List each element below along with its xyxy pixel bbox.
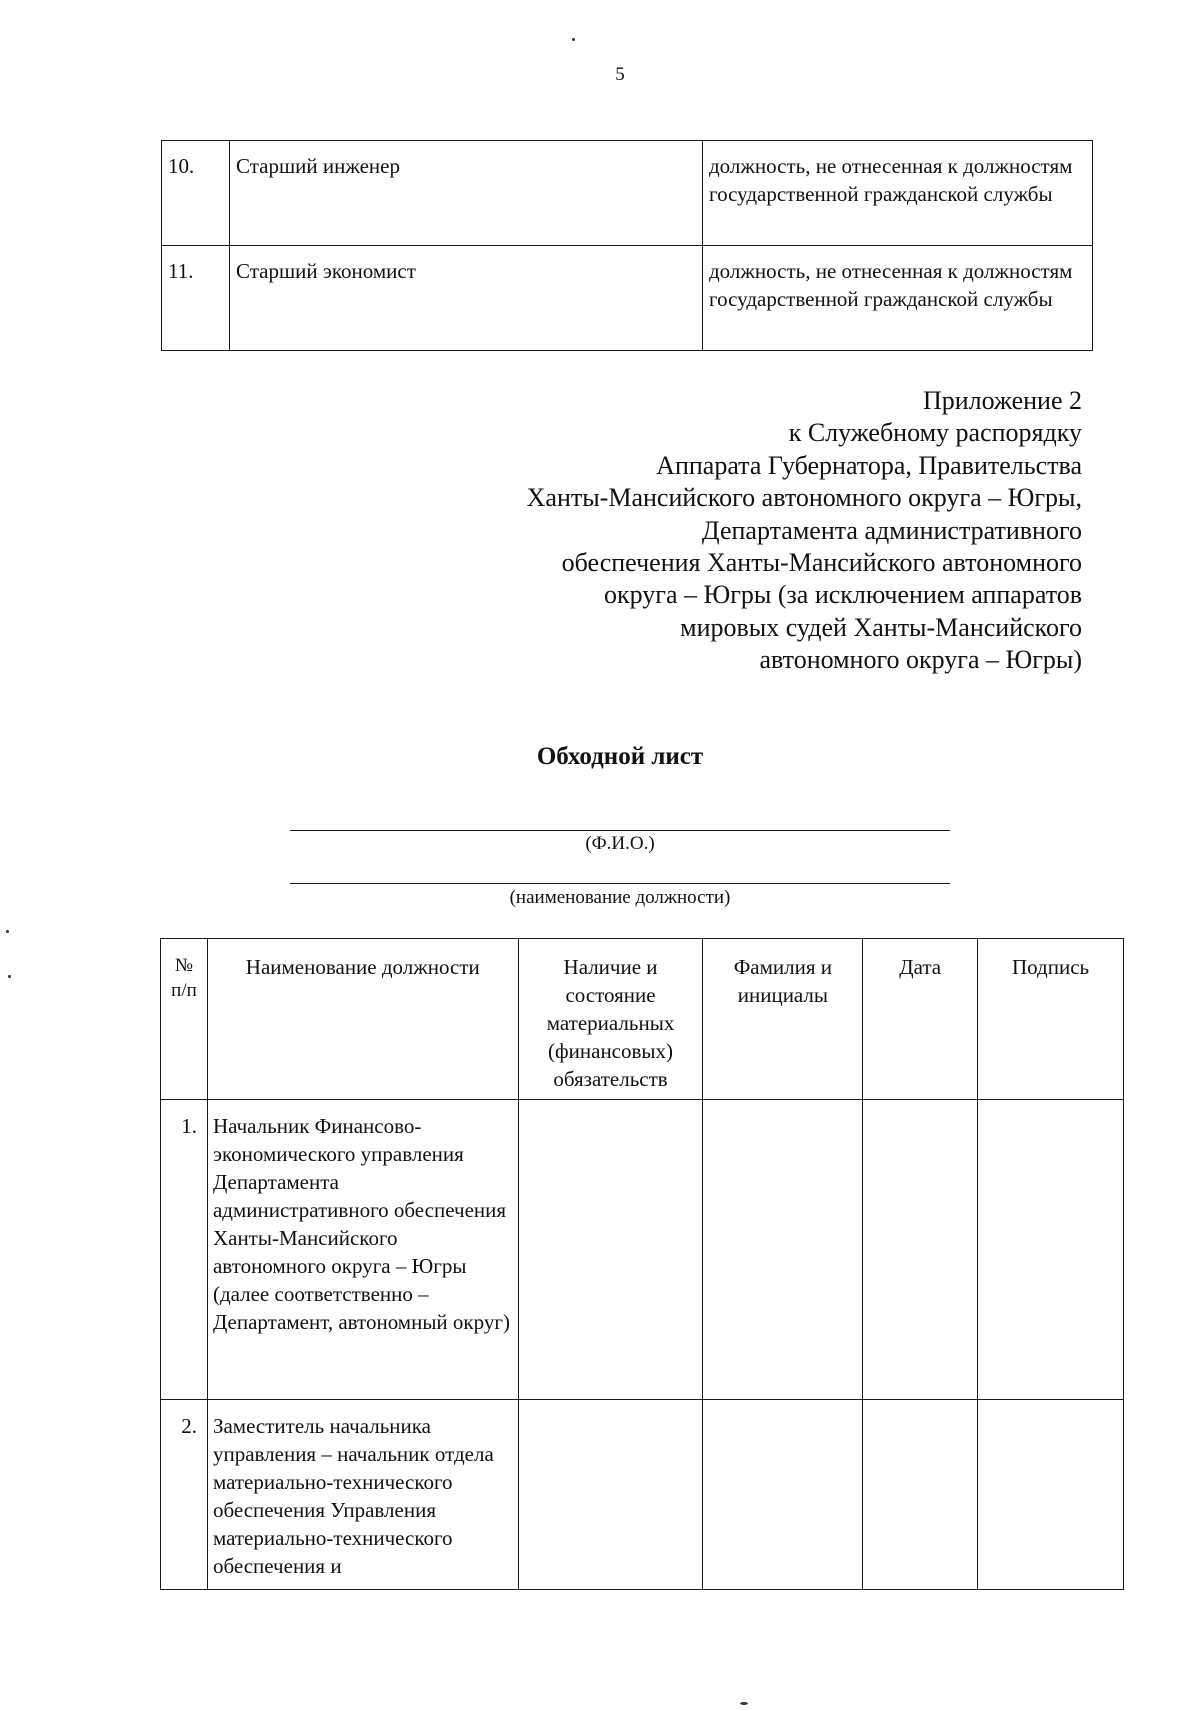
table-header-row [161, 939, 1124, 1100]
row-number: 2. [161, 1400, 208, 1590]
positions-table [161, 140, 1093, 351]
scan-speck [740, 1702, 748, 1705]
position-caption: (наименование должности) [509, 887, 731, 908]
appendix-line: Аппарата Губернатора, Правительства [656, 450, 1082, 480]
table-row [162, 246, 1093, 351]
checklist-table [160, 938, 1124, 1590]
scan-speck [572, 38, 575, 41]
position-name: Старший экономист [230, 246, 703, 351]
position-name: Заместитель начальника управления – начальник отдела материально-технического обеспечения Управления материально-технического обеспечения и [207, 1400, 518, 1590]
row-number: 1. [161, 1100, 208, 1400]
row-number: 10. [162, 141, 230, 246]
header-date: Дата [863, 939, 978, 1100]
appendix-line: Департамента административного [701, 515, 1082, 545]
obligations-cell [518, 1100, 703, 1400]
obligations-cell [518, 1400, 703, 1590]
position-name: Старший инженер [230, 141, 703, 246]
fio-line [290, 830, 950, 831]
header-position: Наименование должности [207, 939, 518, 1100]
appendix-line: Приложение 2 [922, 386, 1082, 415]
position-status: должность, не отнесенная к должностям государственной гражданской службы [703, 141, 1093, 246]
date-cell [863, 1400, 978, 1590]
signature-cell [978, 1400, 1124, 1590]
name-initials-cell [703, 1400, 863, 1590]
appendix-line: округа – Югры (за исключением аппаратов [604, 580, 1082, 610]
header-number: № п/п [161, 939, 208, 1100]
appendix-line: мировых судей Ханты-Мансийского [680, 612, 1082, 642]
page-number: 5 [615, 64, 625, 85]
scan-speck [6, 930, 9, 933]
appendix-line: к Служебному распорядку [788, 418, 1082, 448]
position-status: должность, не отнесенная к должностям государственной гражданской службы [703, 246, 1093, 351]
header-name-initials: Фамилия и инициалы [703, 939, 863, 1100]
appendix-line: автономного округа – Югры) [759, 645, 1082, 675]
signature-cell [978, 1100, 1124, 1400]
document-title: Обходной лист [536, 743, 704, 770]
fio-caption: (Ф.И.О.) [585, 833, 655, 854]
date-cell [863, 1100, 978, 1400]
position-name: Начальник Финансово-экономического управления Департамента административного обеспечения Ханты-Мансийского автономного округа – Югры (далее соответственно – Департамент, автономный округ) [207, 1100, 518, 1400]
table-row [161, 1100, 1124, 1400]
scan-speck [8, 975, 11, 978]
header-obligations: Наличие и состояние материальных (финансовых) обязательств [518, 939, 703, 1100]
row-number: 11. [162, 246, 230, 351]
header-signature: Подпись [978, 939, 1124, 1100]
table-row [162, 141, 1093, 246]
appendix-line: Ханты-Мансийского автономного округа – Югры, [526, 483, 1082, 513]
name-initials-cell [703, 1100, 863, 1400]
appendix-line: обеспечения Ханты-Мансийского автономного [561, 548, 1082, 578]
appendix-heading [382, 385, 1082, 677]
table-row [161, 1400, 1124, 1590]
position-line [290, 883, 950, 884]
